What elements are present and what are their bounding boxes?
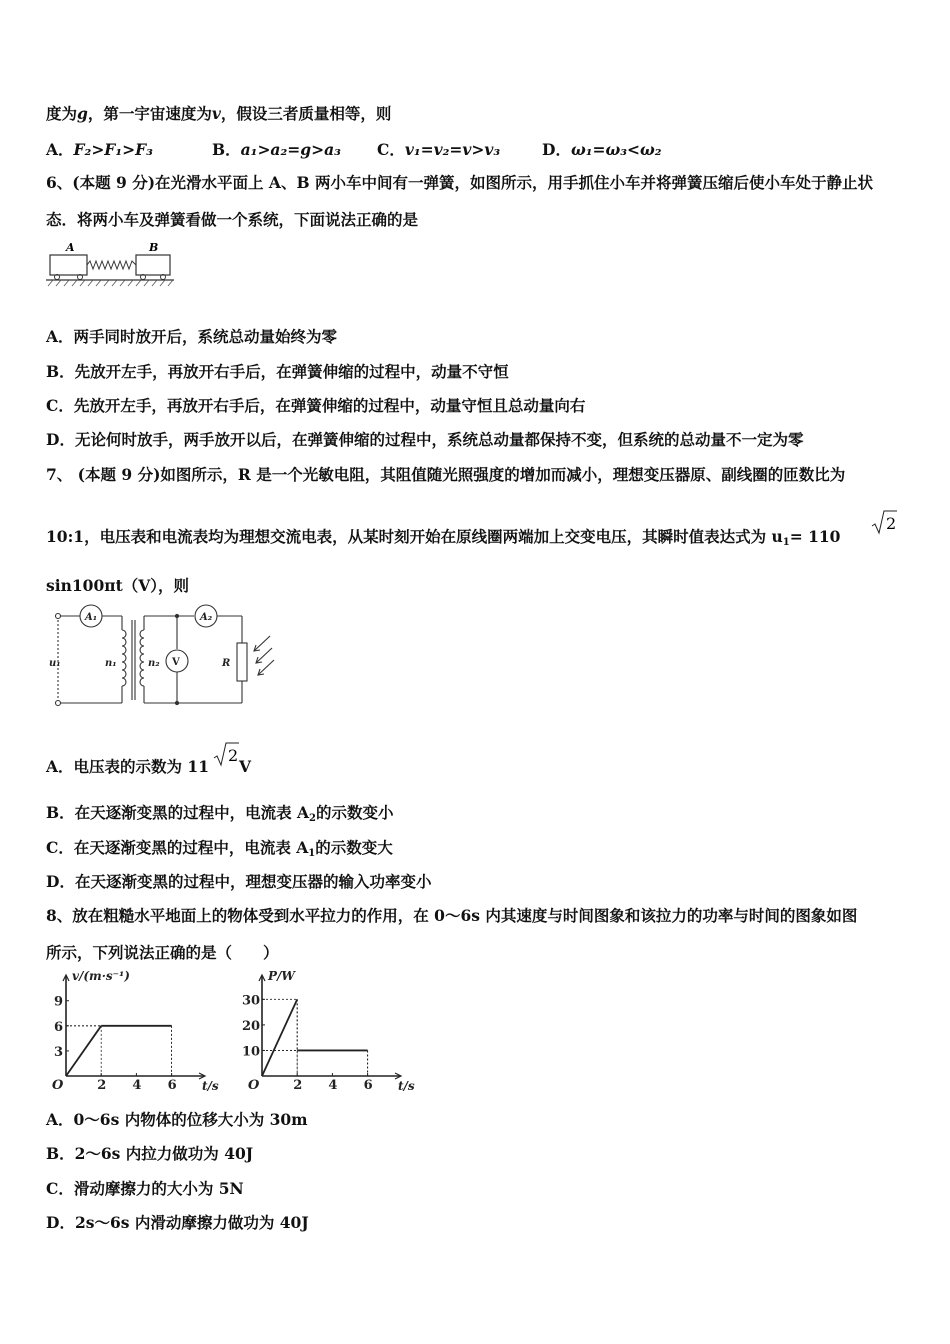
q8-option-c: C．滑动摩擦力的大小为 5N <box>46 1179 244 1198</box>
q5-option-d-text: ω₁=ω₃<ω₂ <box>570 140 662 159</box>
q7-option-c-tail: 的示数变大 <box>315 838 393 857</box>
q6-option-a: A．两手同时放开后，系统总动量始终为零 <box>46 327 338 346</box>
q5-var-g: g <box>77 104 88 123</box>
q8-option-a: A．0～6s 内物体的位移大小为 30m <box>46 1110 308 1129</box>
v-chart-y-tick-label: 3 <box>54 1044 64 1060</box>
primary-coil <box>122 630 126 686</box>
q7-line2-value: = 110 <box>789 527 841 546</box>
v-chart-x-tick-label: 2 <box>97 1078 107 1093</box>
q7-sqrt2-symbol <box>870 508 898 536</box>
photoresistor-r <box>237 643 247 681</box>
u1-label: u₁ <box>49 658 61 669</box>
terminal-bottom <box>56 701 61 706</box>
q7-option-a-sqrt2 <box>212 740 240 768</box>
q5-option-b-text: a₁>a₂=g>a₃ <box>240 140 341 159</box>
q5-text-2: ，第一宇宙速度为 <box>87 104 212 123</box>
q5-text-1: 度为 <box>46 104 78 123</box>
r-label: R <box>222 658 231 669</box>
p-chart-x-tick-label: 2 <box>293 1078 303 1093</box>
p-chart-x-tick-label: 6 <box>363 1078 373 1093</box>
q5-option-b <box>212 138 341 160</box>
q7-line2-sub: 1 <box>782 537 790 548</box>
velocity-time-chart <box>44 969 219 1094</box>
transformer-circuit-figure <box>44 606 280 712</box>
secondary-coil <box>140 630 144 686</box>
q5-option-c-label: C． <box>377 140 405 159</box>
v-chart-y-tick-label: 9 <box>54 994 64 1010</box>
v-chart-x-tick-label: 4 <box>132 1078 142 1093</box>
q7-option-b-tail: 的示数变小 <box>316 803 394 822</box>
cart-b <box>136 255 170 275</box>
q5-option-b-label: B． <box>212 140 241 159</box>
power-time-chart <box>240 969 415 1094</box>
light-arrows <box>254 636 274 675</box>
q7-stem-line3: sin100πt（V），则 <box>46 576 190 595</box>
q7-option-c-sub: 1 <box>308 848 316 859</box>
voltmeter-label: V <box>172 657 180 668</box>
p-chart-origin-label: O <box>248 1078 260 1093</box>
q7-option-a-unit: V <box>239 757 252 776</box>
v-chart-y-tick-label: 6 <box>54 1019 64 1035</box>
p-chart-x-tick-label: 4 <box>328 1078 338 1093</box>
q8-stem-line2: 所示，下列说法正确的是（ ） <box>46 943 279 962</box>
q6-option-c: C．先放开左手，再放开右手后，在弹簧伸缩的过程中，动量守恒且总动量向右 <box>46 396 586 415</box>
q6-option-d: D．无论何时放手，两手放开以后，在弹簧伸缩的过程中，系统总动量都保持不变，但系统的总动量不一定为零 <box>46 430 804 449</box>
carts-spring-figure <box>44 240 176 290</box>
n1-label: n₁ <box>105 658 117 669</box>
ground-hatching <box>48 280 173 286</box>
q7-option-a-text: A．电压表的示数为 11 <box>46 757 209 776</box>
q7-sqrt-digit: 2 <box>886 514 897 533</box>
q7-option-c-text: C．在天逐渐变黑的过程中，电流表 A <box>46 838 309 857</box>
q6-stem-line2: 态．将两小车及弹簧看做一个系统，下面说法正确的是 <box>46 210 419 229</box>
q7-option-d: D．在天逐渐变黑的过程中，理想变压器的输入功率变小 <box>46 872 432 891</box>
v-chart-x-axis-label: t/s <box>202 1079 219 1093</box>
q8-option-b: B．2～6s 内拉力做功为 40J <box>46 1144 254 1163</box>
p-chart-y-tick-label: 30 <box>242 993 261 1009</box>
v-chart-series-segment <box>66 1026 101 1076</box>
q7-option-b <box>46 801 394 824</box>
q5-option-c-text: v₁=v₂=v>v₃ <box>404 140 501 159</box>
q7-option-b-text: B．在天逐渐变黑的过程中，电流表 A <box>46 803 310 822</box>
p-chart-series-segment <box>262 999 297 1076</box>
a1-label: A₁ <box>85 612 98 623</box>
v-chart-x-tick-label: 6 <box>167 1078 177 1093</box>
v-chart-origin-label: O <box>52 1078 64 1093</box>
cart-a <box>50 255 87 275</box>
spring <box>87 261 136 269</box>
q7-line2-text: 10:1，电压表和电流表均为理想交流电表，从某时刻开始在原线圈两端加上交变电压，其瞬时值表达式为 u <box>46 527 783 546</box>
cart-a-label: A <box>66 241 75 254</box>
q7-option-c <box>46 836 393 859</box>
cart-b-label: B <box>149 241 159 254</box>
p-chart-y-tick-label: 10 <box>242 1044 261 1060</box>
q5-option-a <box>46 138 153 160</box>
q6-option-b: B．先放开左手，再放开右手后，在弹簧伸缩的过程中，动量不守恒 <box>46 362 509 381</box>
q6-stem-line1: 6、(本题 9 分)在光滑水平面上 A、B 两小车中间有一弹簧，如图所示，用手抓住小车并将弹簧压缩后使小车处于静止状 <box>46 173 873 192</box>
terminal-top <box>56 614 61 619</box>
q5-option-d-label: D． <box>542 140 571 159</box>
q5-option-a-text: F₂>F₁>F₃ <box>73 140 153 159</box>
q5-stem-tail <box>46 102 391 124</box>
q7-option-b-sub: 2 <box>309 813 316 824</box>
p-chart-y-axis-label: P/W <box>268 969 295 983</box>
a2-label: A₂ <box>200 612 213 623</box>
q5-option-c <box>377 138 500 160</box>
q8-option-d: D．2s～6s 内滑动摩擦力做功为 40J <box>46 1213 309 1232</box>
v-chart-y-axis-label: v/(m·s⁻¹) <box>72 969 130 983</box>
q5-text-3: ，假设三者质量相等，则 <box>220 104 392 123</box>
q8-stem-line1: 8、放在粗糙水平地面上的物体受到水平拉力的作用，在 0～6s 内其速度与时间图象和该拉力的功率与时间的图象如图 <box>46 906 858 925</box>
q5-option-a-label: A． <box>46 140 74 159</box>
q7-stem-line1: 7、 (本题 9 分)如图所示，R 是一个光敏电阻，其阻值随光照强度的增加而减小，理想变压器原、副线圈的匝数比为 <box>46 465 846 484</box>
n2-label: n₂ <box>148 658 160 669</box>
p-chart-y-tick-label: 20 <box>242 1018 261 1034</box>
q7-option-a-sqrt-digit: 2 <box>228 746 239 765</box>
q5-var-v: v <box>211 104 221 123</box>
q5-option-d <box>542 138 662 160</box>
p-chart-x-axis-label: t/s <box>398 1079 415 1093</box>
q7-stem-line2 <box>46 525 840 548</box>
